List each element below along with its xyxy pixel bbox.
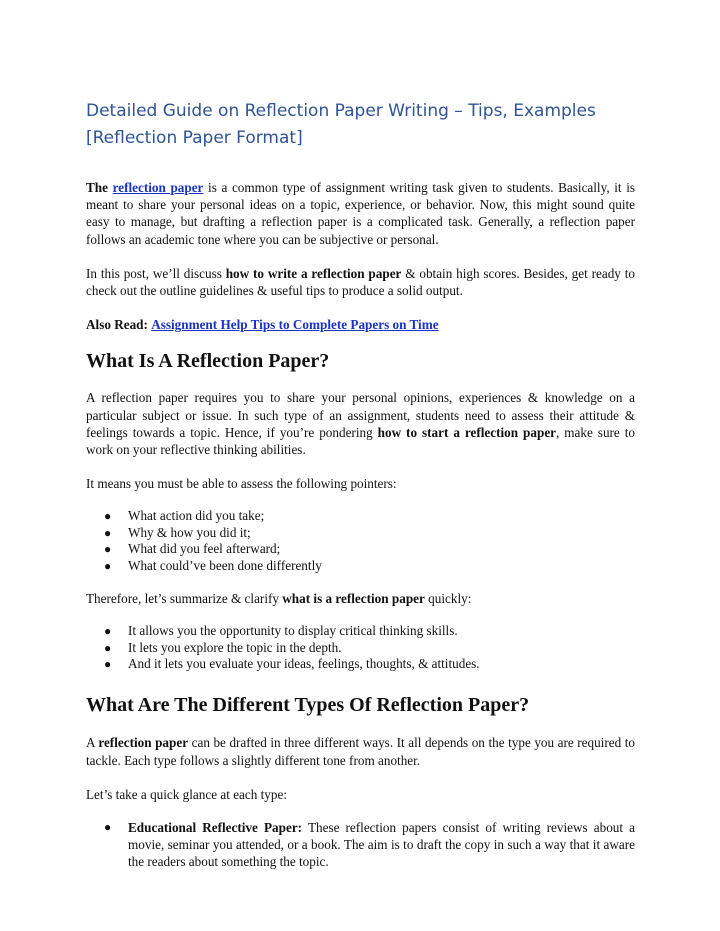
- section2-pre: A: [86, 735, 95, 751]
- section1-pre: A reflection paper requires you to share your personal opinions, experiences & knowledge on a particular subject or issue. In such type of an assignment, students need to assess their attitude & feelings towards a topic. Hence, if you’re pondering: [86, 390, 635, 440]
- summary-list: [86, 623, 635, 672]
- list-item: ● It lets you explore the topic in the depth.: [104, 639, 342, 655]
- summary-intro: [86, 590, 635, 607]
- section1-post: , make sure to work on your reflective thinking abilities.: [86, 424, 635, 458]
- list-item: ● What could’ve been done differently: [104, 557, 322, 573]
- post-post: & obtain high scores. Besides, get ready to check out the outline guidelines & useful tips to produce a solid output.: [86, 265, 636, 299]
- list-item: ● It allows you the opportunity to display critical thinking skills.: [104, 623, 458, 639]
- post-bold: how to write a reflection paper: [225, 265, 402, 281]
- reflection-paper-link[interactable]: reflection paper: [112, 180, 204, 195]
- list-item: [86, 819, 635, 870]
- type-text: These reflection papers consist of writing reviews about a movie, seminar you attended, or a book. The aim is to draft the copy in such a way that it aware the readers about something the topic.: [128, 820, 635, 870]
- bullet-icon: ●: [104, 640, 112, 655]
- assignment-help-link[interactable]: Assignment Help Tips to Complete Papers on Time: [151, 317, 439, 333]
- intro-text: is a common type of assignment writing task given to students. Basically, it is meant to share your personal ideas on a topic, experience, or behavior. Now, this might sound quite easy to manage, but drafting a reflection paper is a complicated task. Generally, a reflection paper follows an academic tone where you can be subjective or personal.: [86, 180, 636, 247]
- types-list: [86, 819, 635, 870]
- summary-bold: what is a reflection paper: [282, 591, 425, 607]
- section2-post: can be drafted in three different ways. It all depends on the type you are required to tackle. Each type follows a slightly different tone from another.: [86, 735, 636, 768]
- list-item: ● What did you feel afterward;: [104, 541, 281, 557]
- glance-text: Let’s take a quick glance at each type:: [86, 786, 288, 802]
- pointers-intro: It means you must be able to assess the following pointers:: [86, 476, 397, 492]
- type-name: Educational Reflective Paper:: [128, 820, 303, 836]
- bullet-icon: ●: [104, 525, 112, 540]
- document-title: Detailed Guide on Reflection Paper Writing – Tips, Examples [Reflection Paper Format]: [86, 101, 596, 148]
- bullet-icon: ●: [104, 624, 112, 639]
- list-item: ● And it lets you evaluate your ideas, feelings, thoughts, & attitudes.: [104, 656, 480, 672]
- post-pre: In this post, we’ll discuss: [86, 265, 222, 281]
- bullet-icon: ●: [104, 558, 112, 573]
- section1-heading: What Is A Reflection Paper?: [86, 350, 330, 373]
- list-item: ● Why & how you did it;: [104, 524, 251, 540]
- bullet-icon: ●: [104, 657, 112, 672]
- pointers-list: [86, 508, 635, 574]
- also-read-label: Also Read:: [86, 317, 148, 333]
- section1-bold: how to start a reflection paper: [377, 424, 557, 440]
- bullet-icon: ●: [104, 509, 112, 524]
- section2-heading: What Are The Different Types Of Reflection Paper?: [86, 694, 530, 717]
- section1-paragraph: [86, 389, 635, 458]
- bullet-icon: ●: [104, 542, 112, 557]
- also-read: [86, 316, 635, 333]
- summary-post: quickly:: [428, 591, 472, 607]
- section2-bold: reflection paper: [98, 735, 189, 751]
- summary-pre: Therefore, let’s summarize & clarify: [86, 591, 279, 607]
- post-paragraph: [86, 265, 635, 299]
- bullet-icon: ●: [104, 820, 112, 835]
- intro-paragraph: [86, 179, 635, 248]
- document-body: [86, 98, 635, 870]
- list-item: ● What action did you take;: [104, 508, 265, 524]
- section2-paragraph: [86, 734, 635, 768]
- intro-lead: The: [86, 180, 108, 195]
